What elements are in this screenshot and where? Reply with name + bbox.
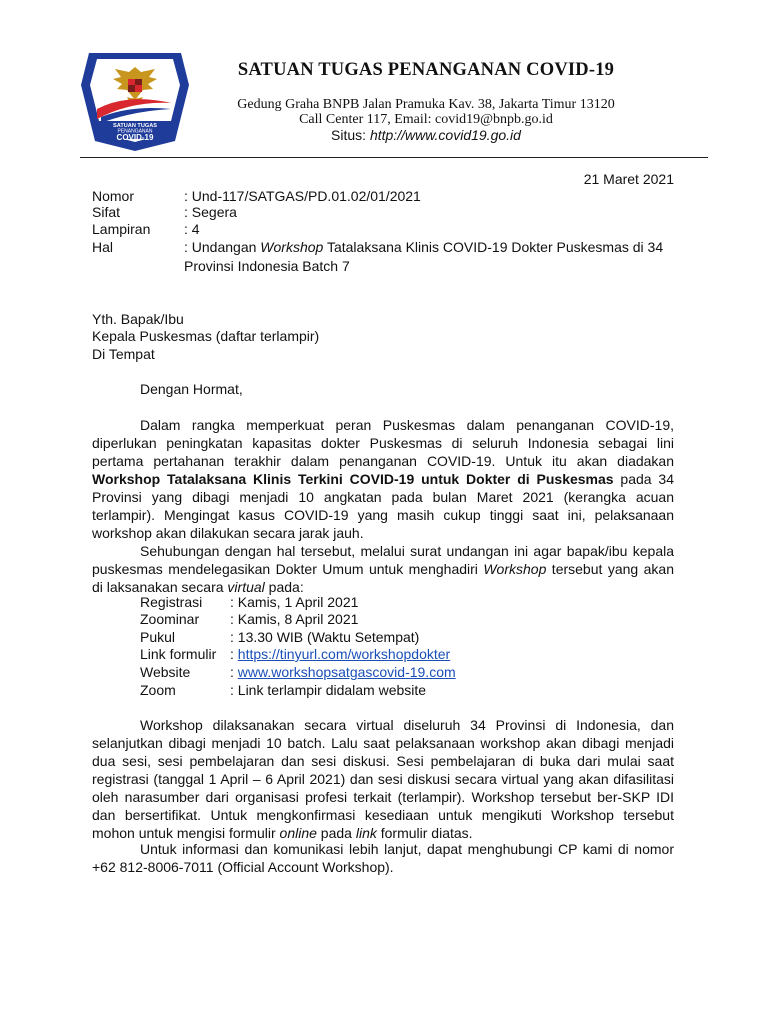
meta-value-lampiran: : 4 [184,221,200,237]
schedule-value-registrasi: : Kamis, 1 April 2021 [230,594,359,610]
schedule-label-zoom: Zoom [140,682,176,698]
website-link[interactable]: www.workshopsatgascovid-19.com [237,664,456,680]
meta-label-lampiran: Lampiran [92,221,151,237]
meta-value-sifat: : Segera [184,204,237,220]
paragraph-4: Untuk informasi dan komunikasi lebih lanjut, dapat menghubungi CP kami di nomor +62 812-8006-7011 (Official Account Workshop). [92,841,674,875]
schedule-label-zoominar: Zoominar [140,611,200,627]
schedule-value-pukul: : 13.30 WIB (Waktu Setempat) [230,629,420,645]
greeting: Dengan Hormat, [140,381,243,397]
form-link[interactable]: https://tinyurl.com/workshopdokter [237,646,451,662]
meta-label-nomor: Nomor [92,188,135,204]
logo-text-top: SATUAN TUGAS [112,123,158,129]
site-link[interactable]: http://www.covid19.go.id [369,127,521,143]
meta-label-sifat: Sifat [92,204,121,220]
site-label: Situs: [331,127,367,143]
logo-text-bottom: COVID-19 [116,133,154,142]
site-line [190,127,662,144]
header-divider [80,157,708,158]
meta-value-hal: : Undangan Workshop Tatalaksana Klinis COVID-19 Dokter Puskesmas di 34 [184,239,664,255]
paragraph-3: Workshop dilaksanakan secara virtual diseluruh 34 Provinsi di Indonesia, dan selanjutkan dibagi menjadi 10 batch. Lalu saat pelaksanaan workshop akan dibagi menjadi dua sesi, sesi pembelajaran dan sesi diskusi. Sesi pembelajaran di buka dari mulai saat registrasi (tanggal 1 April – 6 April 2021) dan sesi diskusi secara virtual yang akan difasilitasi oleh narasumber dari organisasi profesi terkait (terlampir). Workshop tersebut ber-SKP IDI dan bersertifikat. Untuk mengkonfirmasi kesediaan untuk mengikuti Workshop tersebut mohon untuk mengisi formulir online pada link formulir diatas. [92,717,674,841]
satgas-logo [79,45,191,153]
recipient-line-2: Kepala Puskesmas (daftar terlampir) [92,328,320,344]
paragraph-1: Dalam rangka memperkuat peran Puskesmas dalam penanganan COVID-19, diperlukan peningkatan kapasitas dokter Puskesmas di seluruh Indonesia sebagai lini pertama pertahanan terakhir dalam penanganan COVID-19. Untuk itu akan diadakan Workshop Tatalaksana Klinis Terkini COVID-19 untuk Dokter di Puskesmas pada 34 Provinsi yang dibagi menjadi 10 angkatan pada bulan Maret 2021 (kerangka acuan terlampir). Mengingat kasus COVID-19 yang masih cukup tinggi saat ini, pelaksanaan workshop akan dilakukan secara jarak jauh. [92,417,674,541]
meta-label-hal: Hal [92,239,114,255]
schedule-value-link-formulir: : https://tinyurl.com/workshopdokter [230,646,451,662]
recipient-line-1: Yth. Bapak/Ibu [92,311,184,327]
schedule-value-website: : www.workshopsatgascovid-19.com [230,664,456,680]
schedule-value-zoominar: : Kamis, 8 April 2021 [230,611,359,627]
paragraph-2: Sehubungan dengan hal tersebut, melalui surat undangan ini agar bapak/ibu kepala puskesmas mendelegasikan Dokter Umum untuk menghadiri Workshop tersebut yang akan di laksanakan secara virtual pada: [92,543,674,595]
schedule-label-registrasi: Registrasi [140,594,203,610]
address-line-2: Call Center 117, Email: covid19@bnpb.go.id [299,112,553,127]
schedule-label-link-formulir: Link formulir [140,646,217,662]
meta-value-nomor: : Und-117/SATGAS/PD.01.02/01/2021 [184,188,421,204]
schedule-value-zoom: : Link terlampir didalam website [230,682,427,698]
meta-value-hal-line2: Provinsi Indonesia Batch 7 [184,258,350,274]
letter-date: 21 Maret 2021 [583,171,674,187]
recipient-line-3: Di Tempat [92,346,155,362]
logo-text-mid: PENANGANAN [117,128,153,135]
schedule-label-website: Website [140,664,191,680]
schedule-label-pukul: Pukul [140,629,176,645]
org-title: SATUAN TUGAS PENANGANAN COVID-19 [237,60,615,80]
address-line-1: Gedung Graha BNPB Jalan Pramuka Kav. 38, Jakarta Timur 13120 [237,97,615,112]
